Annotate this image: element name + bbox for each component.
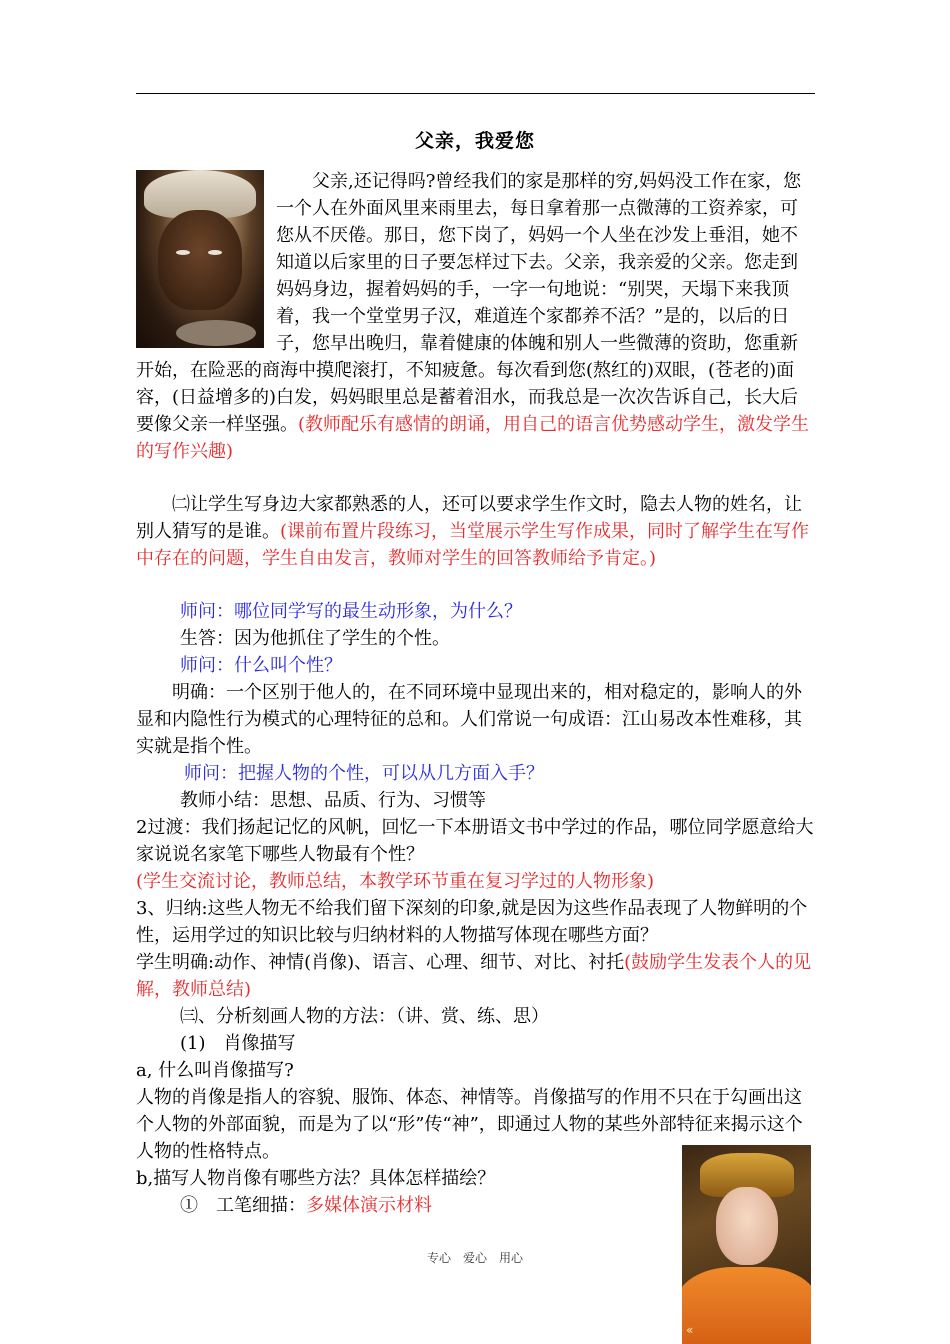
question-a: a, 什么叫肖像描写? [136, 1060, 294, 1081]
elderly-man-photo [136, 170, 264, 348]
subsection-heading: (1) 肖像描写 [180, 1033, 296, 1054]
teacher-question: 师问：哪位同学写的最生动形象，为什么？ [180, 601, 522, 622]
question-b: b,描写人物肖像有哪些方法？具体怎样描绘？ [136, 1168, 496, 1189]
teacher-note: 多媒体演示材料 [306, 1195, 432, 1216]
teacher-summary: 教师小结：思想、品质、行为、习惯等 [180, 790, 486, 811]
induction-paragraph: 3、归纳:这些人物无不给我们留下深刻的印象,就是因为这些作品表现了人物鲜明的个性，运用学过的知识比较与归纳材料的人物描写体现在哪些方面？ [136, 898, 808, 946]
header-rule [136, 93, 815, 94]
section2-paragraph: ㈡让学生写身边大家都熟悉的人，还可以要求学生作文时，隐去人物的姓名，让别人猜写的是谁。(课前布置片段练习，当堂展示学生写作成果，同时了解学生在写作中存在的问题，学生自由发言，教师对学生的回答教师给予肯定。) [136, 494, 810, 569]
teacher-question: 师问：把握人物的个性，可以从几方面入手？ [184, 763, 544, 784]
document-body [136, 168, 814, 1219]
definition-paragraph: 明确：一个区别于他人的，在不同环境中显现出来的，相对稳定的，影响人的外显和内隐性行为模式的心理特征的总和。人们常说一句成语：江山易改本性难移，其实就是指个性。 [136, 682, 802, 757]
teacher-note: (教师配乐有感情的朗诵，用自己的语言优势感动学生，激发学生的写作兴趣) [136, 414, 810, 462]
section3-heading: ㈢、分析刻画人物的方法：（讲、赏、练、思） [180, 1006, 549, 1027]
teacher-note: (课前布置片段练习，当堂展示学生写作成果，同时了解学生在写作中存在的问题，学生自由发言，教师对学生的回答教师给予肯定。) [136, 521, 810, 569]
intro-paragraph: 父亲,还记得吗?曾经我们的家是那样的穷,妈妈没工作在家，您一个人在外面风里来雨里去，每日拿着那一点微薄的工资养家，可您从不厌倦。那日，您下岗了，妈妈一个人坐在沙发上垂泪，她不知道以后家里的日子要怎样过下去。父亲，我亲爱的父亲。您走到妈妈身边，握着妈妈的手，一字一句地说：“别哭，天塌下来我顶着，我一个堂堂男子汉，难道连个家都养不活？”是的，以后的日子，您早出晚归，靠着健康的体魄和别人一些微薄的资助，您重新开始，在险恶的商海中摸爬滚打，不知疲惫。每次看到您(熬红的)双眼，(苍老的)面容，(日益增多的)白发，妈妈眼里总是蓄着泪水，而我总是一次次告诉自己，长大后要像父亲一样坚强。(教师配乐有感情的朗诵，用自己的语言优势感动学生，激发学生的写作兴趣) [136, 171, 810, 462]
teacher-question: 师问：什么叫个性？ [180, 655, 342, 676]
method-item: ① 工笔细描：多媒体演示材料 [180, 1195, 432, 1216]
student-answer: 生答：因为他抓住了学生的个性。 [180, 628, 450, 649]
clarify-paragraph: 学生明确:动作、神情(肖像)、语言、心理、细节、对比、衬托(鼓励学生发表个人的见解，教师总结) [136, 952, 812, 1000]
page-title: 父亲，我爱您 [414, 130, 535, 152]
page-footer: 专心 爱心 用心 [426, 1251, 523, 1265]
transition-paragraph: 2过渡：我们扬起记忆的风帆，回忆一下本册语文书中学过的作品，哪位同学愿意给大家说说名家笔下哪些人物最有个性？ [136, 817, 814, 865]
image-watermark: « [686, 1323, 694, 1337]
opera-woman-photo [682, 1145, 811, 1344]
teacher-note: (学生交流讨论，教师总结，本教学环节重在复习学过的人物形象) [136, 871, 655, 892]
teacher-note: (鼓励学生发表个人的见解，教师总结) [136, 952, 812, 1000]
portrait-definition: 人物的肖像是指人的容貌、服饰、体态、神情等。肖像描写的作用不只在于勾画出这个人物的外部面貌，而是为了以“形”传“神”，即通过人物的某些外部特征来揭示这个人物的性格特点。 [136, 1087, 803, 1162]
